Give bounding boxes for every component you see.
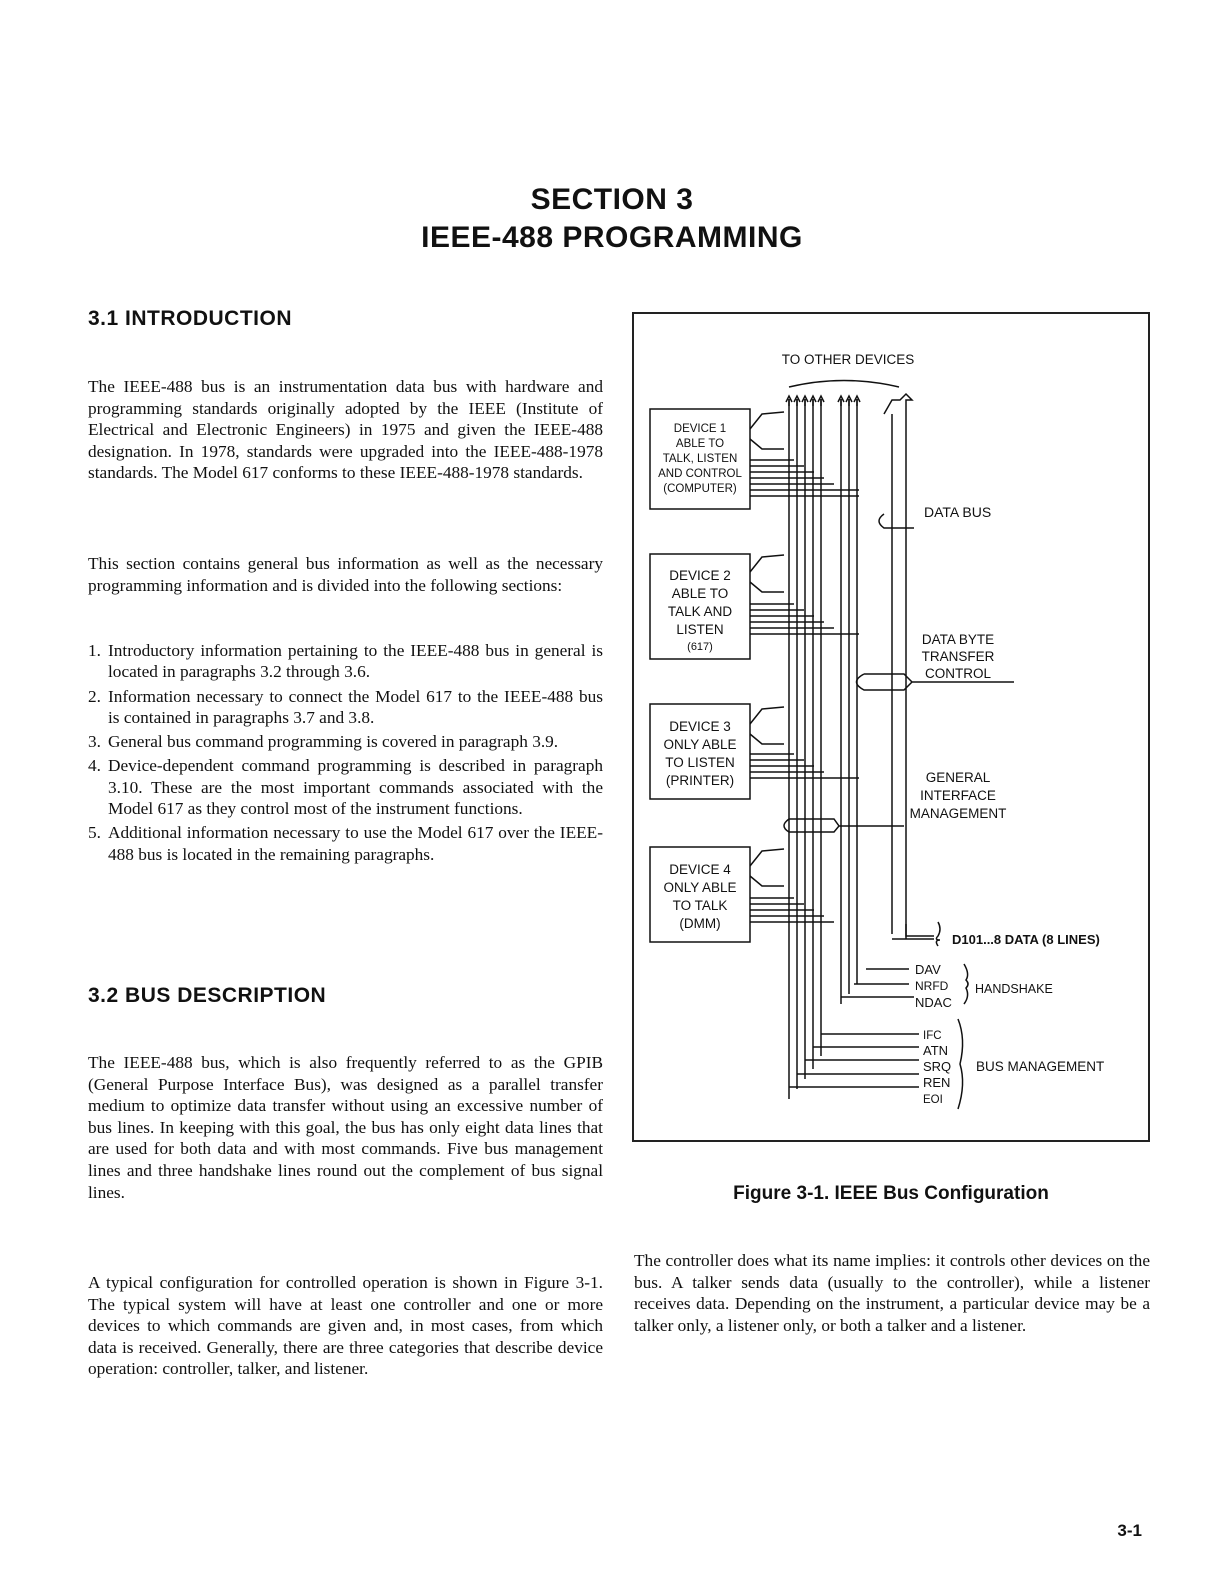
list-item: 1. Introductory information pertaining to the IEEE-488 bus in general is located in paragraphs 3.2 through 3.6.: [88, 641, 603, 682]
bus-management-label: BUS MANAGEMENT: [976, 1059, 1105, 1074]
intro-heading: 3.1 INTRODUCTION: [88, 307, 293, 330]
management-brace: [958, 1019, 963, 1109]
handshake-line-label: DAV: [915, 962, 941, 977]
section-number: SECTION 3: [530, 183, 694, 216]
general-interface-pointer: [784, 819, 904, 832]
intro-paragraph-1: The IEEE-488 bus is an instrumentation data bus with hardware and programming standards originally adopted by the IEEE (Institute of Electrical and Electronic Engineers) in 1975 and given the IEEE-488 designation. In 1978, standards were upgraded into the IEEE-488-1978 standards. The Model 617 conforms to these IEEE-488-1978 standards.: [88, 377, 603, 483]
device-4-line: DEVICE 4: [669, 862, 731, 877]
management-line-label: SRQ: [923, 1059, 952, 1074]
management-line-label: IFC: [923, 1030, 942, 1042]
handshake-label: HANDSHAKE: [975, 982, 1053, 996]
device-4-line: TO TALK: [672, 898, 728, 913]
list-item: 3. General bus command programming is covered in paragraph 3.9.: [88, 732, 559, 752]
device-1-line: AND CONTROL: [658, 468, 742, 480]
handshake-line-label: NRFD: [915, 979, 949, 993]
handshake-line-label: NDAC: [915, 995, 952, 1010]
management-line-label: EOI: [923, 1094, 943, 1106]
list-item: 4. Device-dependent command programming is described in paragraph 3.10. These are the most important commands associated with the Model 617 as they control most of the instrument functions.: [88, 756, 603, 819]
device-3-line: DEVICE 3: [669, 719, 731, 734]
device-2-line: LISTEN: [676, 622, 724, 637]
device-3-line: TO LISTEN: [665, 755, 735, 770]
bus-description-paragraph-2: A typical configuration for controlled operation is shown in Figure 3-1. The typical system will have at least one controller and one or more devices to which commands are given and, in most cases, from which data is received. Generally, there are three categories that describe device operation: controller, talker, and listener.: [88, 1273, 603, 1379]
bus-description-paragraph-1: The IEEE-488 bus, which is also frequently referred to as the GPIB (General Purpose Interface Bus), was designed as a parallel transfer medium to optimize data transfer without using an excessive number of bus lines. In keeping with this goal, the bus has only eight data lines that are used for both data and with most commands. Five bus management lines and three handshake lines round out the complement of bus signal lines.: [88, 1053, 603, 1202]
page-number: 3-1: [1117, 1521, 1142, 1540]
bus-description-heading: 3.2 BUS DESCRIPTION: [88, 984, 327, 1007]
device-2-line: TALK AND: [667, 604, 733, 619]
bus-diagram: [634, 314, 1152, 1144]
device-1-line: ABLE TO: [675, 438, 725, 450]
general-interface-label: MANAGEMENT: [909, 806, 1007, 821]
device-2-line: (617): [687, 641, 713, 653]
section-title: IEEE-488 PROGRAMMING: [421, 221, 803, 254]
section-list: [88, 640, 603, 868]
to-other-devices-label: TO OTHER DEVICES: [781, 352, 915, 367]
device-3-line: (PRINTER): [665, 773, 735, 788]
data-byte-label: CONTROL: [924, 666, 992, 681]
device-3-line: ONLY ABLE: [663, 737, 737, 752]
data-bus-label: DATA BUS: [924, 504, 992, 520]
data-byte-label: TRANSFER: [921, 649, 995, 664]
data-lines-label: D101...8 DATA (8 LINES): [952, 932, 1100, 947]
device-2-line: DEVICE 2: [669, 568, 731, 583]
list-item: 2. Information necessary to connect the Model 617 to the IEEE-488 bus is contained in paragraphs 3.7 and 3.8.: [88, 686, 603, 727]
data-lines-brace: [936, 922, 940, 946]
management-line-label: ATN: [923, 1043, 949, 1058]
other-devices-brace: [789, 381, 899, 388]
device-1-line: DEVICE 1: [673, 423, 727, 435]
list-item: 5. Additional information necessary to use the Model 617 over the IEEE-488 bus is located in the remaining paragraphs.: [88, 823, 603, 864]
data-byte-label: DATA BYTE: [921, 632, 995, 647]
management-line-label: REN: [923, 1075, 951, 1090]
device-1-line: TALK, LISTEN: [662, 453, 738, 465]
device-4-line: (DMM): [679, 916, 721, 931]
handshake-brace: [964, 964, 968, 1004]
device-1-line: (COMPUTER): [663, 483, 737, 495]
device-4-line: ONLY ABLE: [663, 880, 737, 895]
general-interface-label: GENERAL: [925, 770, 991, 785]
data-bus-pointer: [879, 514, 914, 528]
general-interface-label: INTERFACE: [920, 788, 996, 803]
bus-description-paragraph-3: The controller does what its name implies: it controls other devices on the bus. A talker sends data (usually to the controller), while a listener receives data. Depending on the instrument, a particular device may be a talker only, a listener only, or both a talker and a listener.: [634, 1251, 1150, 1335]
device-2-line: ABLE TO: [671, 586, 729, 601]
figure-caption: Figure 3-1. IEEE Bus Configuration: [733, 1183, 1049, 1204]
figure-ieee-bus-configuration: [632, 312, 1150, 1142]
intro-paragraph-2: This section contains general bus information as well as the necessary programming information and is divided into the following sections:: [88, 554, 603, 595]
